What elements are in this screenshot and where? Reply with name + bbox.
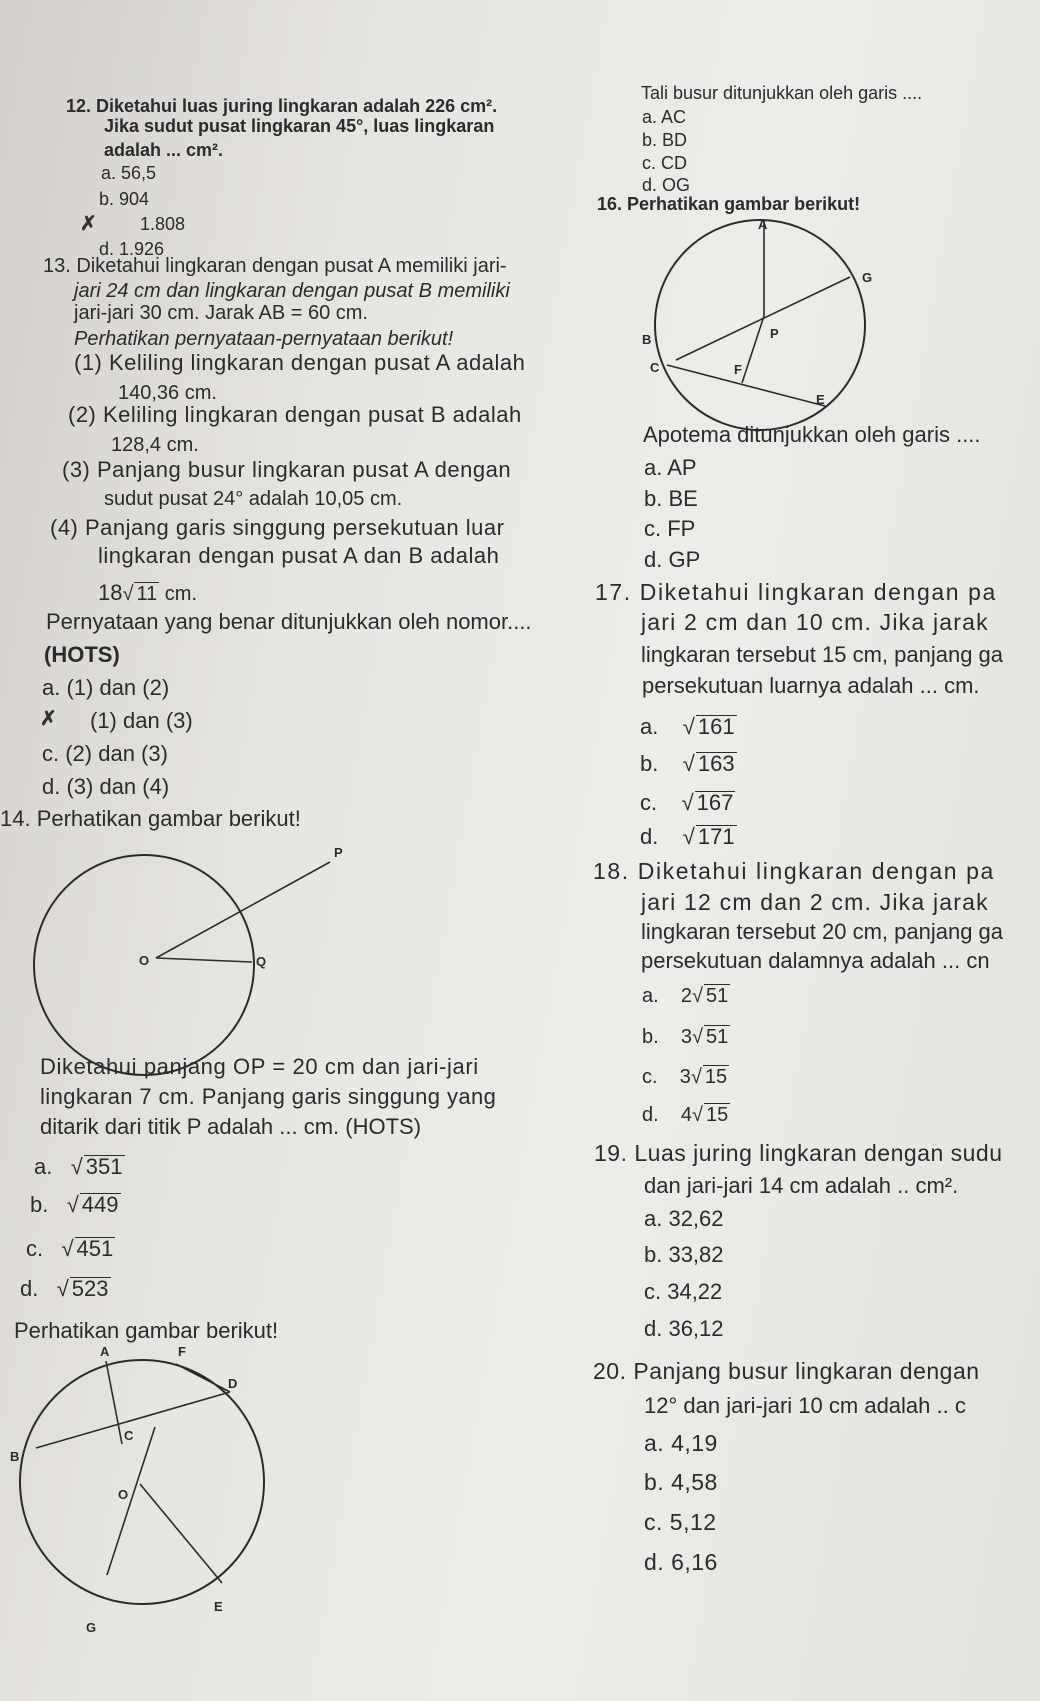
q17-option-c: c. √ 167 [640,790,734,815]
q18-option-c: c. 3√ 15 [642,1066,728,1088]
fig-label-e: E [214,1599,223,1614]
q20-option-d: d. 6,16 [644,1549,718,1575]
q17-line2: jari 2 cm dan 10 cm. Jika jarak [641,609,989,635]
q12-option-b: b. 904 [99,189,150,209]
q17-option-d: d. √ 171 [640,824,735,849]
fig-label-a: A [758,217,768,232]
q13-line3: jari-jari 30 cm. Jarak AB = 60 cm. [74,302,368,324]
fig-label-c: C [124,1428,134,1443]
q13-statement-1-cont: 140,36 cm. [118,382,217,404]
q19-option-c: c. 34,22 [644,1279,723,1304]
q20-option-b: b. 4,58 [644,1469,718,1495]
q13-statement-2-cont: 128,4 cm. [111,434,199,456]
q19-option-b: b. 33,82 [644,1242,724,1267]
q12-line3: adalah ... cm². [104,140,224,160]
q14-title: 14. Perhatikan gambar berikut! [0,806,301,831]
fig-label-g: G [86,1620,97,1635]
q13-hots: (HOTS) [44,642,120,667]
q20-line1: 20. Panjang busur lingkaran dengan [593,1358,980,1384]
q13-ask: Pernyataan yang benar ditunjukkan oleh nomor.... [46,609,532,634]
q20-option-c: c. 5,12 [644,1509,717,1535]
q14-option-b: b. √ 449 [30,1192,119,1217]
q16-title: 16. Perhatikan gambar berikut! [597,194,861,214]
q12-option-a: a. 56,5 [101,163,157,183]
answer-check-mark: ✗ [40,708,57,730]
q14-option-a: a. √ 351 [34,1154,123,1179]
q19-line2: dan jari-jari 14 cm adalah .. cm². [644,1173,959,1198]
q16-option-c: c. FP [644,516,696,541]
fig-label-g: G [862,270,873,285]
q18-option-b: b. 3√ 51 [642,1026,729,1048]
q14-option-c: c. √ 451 [26,1236,114,1261]
q19-option-d: d. 36,12 [644,1316,724,1341]
q14-line3: ditarik dari titik P adalah ... cm. (HOTS) [40,1114,422,1139]
q13-line2: jari 24 cm dan lingkaran dengan pusat B memiliki [74,280,510,302]
q12-line2: Jika sudut pusat lingkaran 45°, luas lingkaran [104,116,495,136]
q18-line1: 18. Diketahui lingkaran dengan pa [593,858,995,884]
q16-ask: Apotema ditunjukkan oleh garis .... [643,422,981,447]
fig-label-f: F [734,362,742,377]
fig-label-c: C [650,360,660,375]
q20-line2: 12° dan jari-jari 10 cm adalah .. c [644,1393,966,1418]
q13-statement-4-cont: lingkaran dengan pusat A dan B adalah [98,543,500,568]
fig-label-d: D [228,1376,238,1391]
q13-option-b: (1) dan (3) [90,708,193,733]
q17-line4: persekutuan luarnya adalah ... cm. [642,673,980,698]
q18-line3: lingkaran tersebut 20 cm, panjang ga [641,919,1004,944]
q13-option-d: d. (3) dan (4) [42,774,170,799]
q18-option-a: a. 2√ 51 [642,985,729,1007]
q15-option-b: b. BD [642,130,688,150]
q17-line3: lingkaran tersebut 15 cm, panjang ga [641,642,1004,667]
q13-option-c: c. (2) dan (3) [42,741,168,766]
q13-line1: 13. Diketahui lingkaran dengan pusat A memiliki jari- [43,255,507,277]
fig-label-o: O [118,1487,129,1502]
q18-line4: persekutuan dalamnya adalah ... cn [641,948,990,973]
q19-option-a: a. 32,62 [644,1206,724,1231]
fig-label-e: E [816,392,825,407]
fig-label-b: B [642,332,652,347]
q15-option-c: c. CD [642,153,687,173]
q13-line4: Perhatikan pernyataan-pernyataan berikut! [74,328,454,350]
q13-statement-1: (1) Keliling lingkaran dengan pusat A adalah [74,350,526,375]
fig-label-a: A [100,1344,110,1359]
fig-label-p: P [334,845,343,860]
q13-statement-2: (2) Keliling lingkaran dengan pusat B adalah [68,402,522,427]
fig-label-f: F [178,1344,186,1359]
q14-line2: lingkaran 7 cm. Panjang garis singgung yang [40,1084,497,1109]
q13-statement-3: (3) Panjang busur lingkaran pusat A dengan [62,457,512,482]
answer-check-mark: ✗ [80,213,97,235]
q16-option-a: a. AP [644,455,697,480]
q14-option-d: d. √ 523 [20,1276,109,1301]
q15-title: Perhatikan gambar berikut! [14,1318,279,1343]
q16-option-b: b. BE [644,486,698,511]
fig-label-o: O [139,953,150,968]
fig-label-q: Q [256,954,267,969]
q18-line2: jari 12 cm dan 2 cm. Jika jarak [641,889,989,915]
q18-option-d: d. 4√ 15 [642,1104,729,1126]
q16-option-d: d. GP [644,547,701,572]
q17-line1: 17. Diketahui lingkaran dengan pa [595,579,997,605]
q13-statement-3-cont: sudut pusat 24° adalah 10,05 cm. [104,488,403,510]
fig-label-b: B [10,1449,20,1464]
q17-option-b: b. √ 163 [640,751,735,776]
q15-ask: Tali busur ditunjukkan oleh garis .... [641,83,923,103]
q13-statement-4-value: 18√ 11 cm. [98,580,198,605]
q13-option-a: a. (1) dan (2) [42,675,170,700]
q15-option-d: d. OG [642,175,691,195]
fig-label-p: P [770,326,779,341]
q20-option-a: a. 4,19 [644,1430,718,1456]
q14-line1: Diketahui panjang OP = 20 cm dan jari-jari [40,1054,479,1079]
q12-line1: 12. Diketahui luas juring lingkaran adalah 226 cm². [66,96,498,116]
q19-line1: 19. Luas juring lingkaran dengan sudu [594,1140,1003,1166]
q12-option-d: d. 1.926 [99,239,165,259]
q12-option-c: 1.808 [140,214,186,234]
q13-statement-4: (4) Panjang garis singgung persekutuan luar [50,515,505,540]
q15-option-a: a. AC [642,107,687,127]
q17-option-a: a. √ 161 [640,714,735,739]
